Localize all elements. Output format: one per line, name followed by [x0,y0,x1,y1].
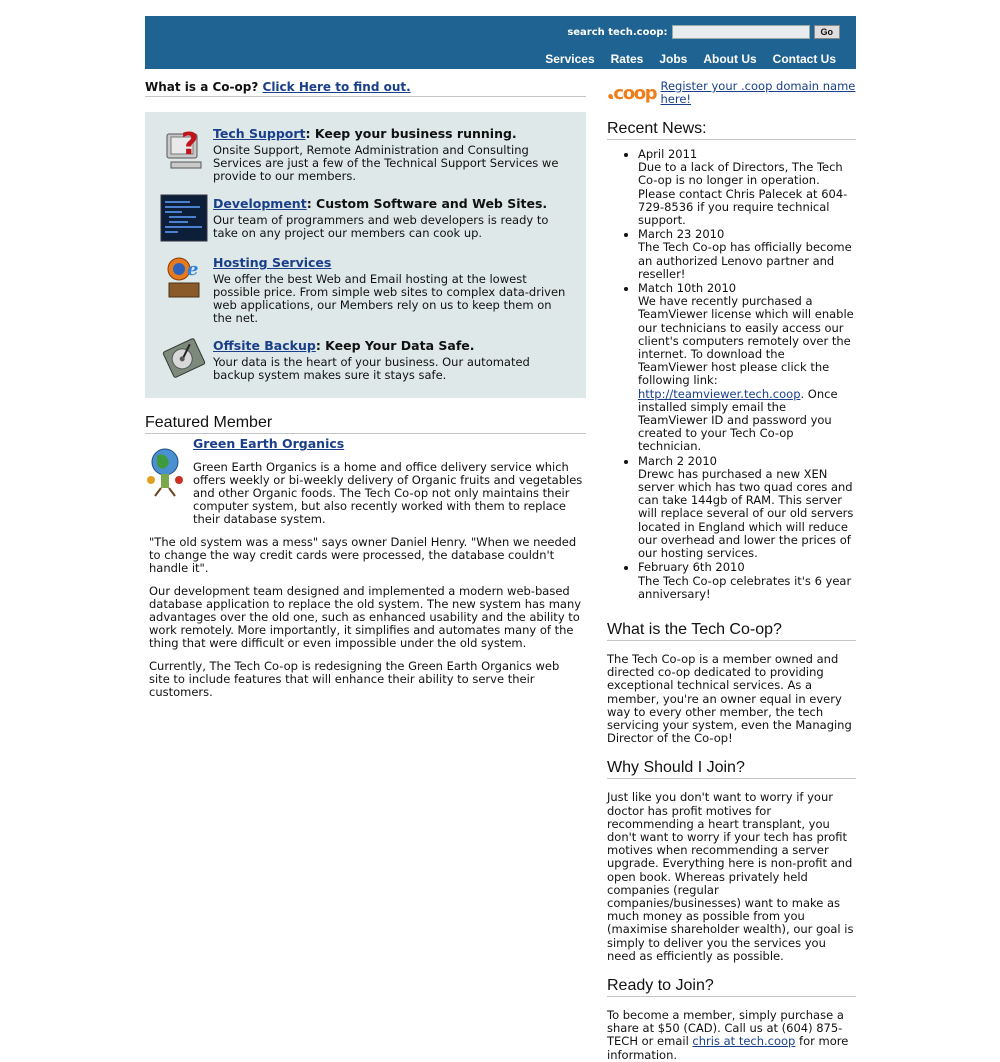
news-item [638,282,856,454]
featured-intro: Green Earth Organics is a home and office delivery service which offers weekly or bi-weekly delivery of Organic fruits and vegetables and other Organic foods. The Tech Co-op not only maintains their computer system, but also recently worked with them to replace their database system. [193,460,583,526]
featured-member-heading: Featured Member [145,414,586,434]
service-offsite-backup [159,336,574,384]
ready-text-after: for more information. [607,1034,849,1062]
recent-news-heading: Recent News: [607,120,856,140]
news-text: Drewc has purchased a new XEN server which has two quad cores and can take 144gb of RAM. This server will replace several of our old servers located in England which will reduce our overhead and lower the prices of our hosting services. [638,466,854,561]
news-date: • April 2011 [638,147,698,161]
svg-text:?: ? [181,127,199,162]
tech-support-text: Onsite Support, Remote Administration and Consulting Services are just a few of the Technical Support Services we provide to our members. [213,143,559,183]
news-text-body: We have recently purchased a TeamViewer license which will enable our technicians to easily access our client's computers remotely over the internet. To download the TeamViewer host please click the following link: [638,294,854,388]
tech-support-tagline: : Keep your business running. [305,126,517,141]
news-list [607,148,856,601]
coop-domain-promo [607,79,856,106]
featured-paragraph-3: Currently, The Tech Co-op is redesigning the Green Earth Organics web site to include features that will enhance their ability to serve their customers. [149,659,560,699]
site-header [145,16,856,69]
svg-text:e: e [187,259,199,280]
coop-logo-text: .coop [607,82,657,104]
earth-figure-icon [145,436,193,526]
featured-paragraph-1: "The old system was a mess" says owner Daniel Henry. "When we needed to change the way credit cards were processed, the database couldn't handle it". [149,535,577,575]
news-item [638,228,856,281]
search-label: search tech.coop: [567,26,668,38]
right-column [607,79,856,1062]
main-nav [545,52,836,66]
register-domain-link[interactable]: Register your .coop domain name here! [660,79,856,106]
news-text: Due to a lack of Directors, The Tech Co-op is no longer in operation. Please contact Chris Palecek at 604-729-8536 if you require technical support. [638,160,848,228]
nav-jobs[interactable]: Jobs [659,52,688,66]
nav-rates[interactable]: Rates [610,52,644,66]
ready-text-before: To become a member, simply purchase a share at $50 (CAD). Call us at (604) 875-TECH or email [607,1007,844,1049]
news-text [638,295,856,453]
why-join-text: Just like you don't want to worry if your doctor has profit motives for recommending a heart transplant, you don't want to worry if your tech has profit motives when recommending a server upgrade. Everything here is non-profit and open book. Whereas privately held companies (regular companies/businesses) want to make as much money as possible from you (maximise shareholder wealth), our goal is simply to deliver you the services you need as efficiently as possible. [607,790,854,963]
news-item [638,455,856,561]
whatis-link[interactable]: Click Here to find out. [262,80,411,94]
service-hosting [159,253,574,325]
development-text: Our team of programmers and web developers is ready to take on any project our members can cook up. [213,213,549,240]
whatis-question: What is a Co-op? [145,80,259,94]
search-input[interactable] [672,25,810,39]
nav-contact-us[interactable]: Contact Us [772,52,836,66]
ready-to-join-text [607,1009,856,1062]
offsite-backup-tagline: : Keep Your Data Safe. [315,338,475,353]
go-button[interactable]: Go [814,25,841,39]
what-is-tech-coop-heading: What is the Tech Co-op? [607,621,856,641]
service-tech-support [159,124,574,183]
nav-services[interactable]: Services [545,52,595,66]
development-tagline: : Custom Software and Web Sites. [306,196,548,211]
news-item [638,561,856,601]
question-computer-icon [159,124,209,172]
teamviewer-link[interactable]: http://teamviewer.tech.coop [638,386,801,401]
service-development [159,194,574,242]
green-earth-organics-link[interactable]: Green Earth Organics [193,436,345,451]
why-join-heading: Why Should I Join? [607,759,856,779]
search-form [567,25,840,39]
email-chris-link[interactable]: chris at tech.coop [692,1034,796,1049]
featured-paragraph-2: Our development team designed and implemented a modern web-based database application to replace the old system. The new system has many advantages over the old one, such as enhanced usability and the ability to work remotely. More importantly, it simplifies and automates many of the thing that were difficult or even impossible under the old system. [149,584,582,650]
development-link[interactable]: Development [213,196,307,211]
coop-logo [607,79,657,105]
news-date: • Match 10th 2010 [638,281,737,296]
ready-to-join-heading: Ready to Join? [607,977,856,997]
browser-globe-icon [159,253,209,301]
news-item [638,148,856,227]
news-date: • March 23 2010 [638,227,725,242]
offsite-backup-text: Your data is the heart of your business. Our automated backup system makes sure it stays safe. [213,355,530,382]
services-panel [145,112,586,398]
whatis-coop-bar [145,80,586,97]
news-text-after: . Once installed simply email the TeamViewer ID and password you created to your Tech Co-op technician. [638,386,838,454]
featured-member [145,436,586,526]
offsite-backup-link[interactable]: Offsite Backup [213,338,316,353]
left-column [145,80,586,699]
hosting-link[interactable]: Hosting Services [213,255,332,270]
what-is-tech-coop-text: The Tech Co-op is a member owned and directed co-op dedicated to providing exceptional technical services. As a member, you're an owner equal in every way to every other member, the tech servicing your system, even the Managing Director of the Co-op! [607,651,852,746]
news-text: The Tech Co-op celebrates it's 6 year anniversary! [638,573,852,601]
news-date: • February 6th 2010 [638,560,745,575]
hosting-text: We offer the best Web and Email hosting at the lowest possible price. From simple web sites to complex data-driven web applications, our Members rely on us to keep them on the net. [213,272,566,325]
news-date: • March 2 2010 [638,453,717,468]
terminal-screen-icon [159,194,209,242]
tech-support-link[interactable]: Tech Support [213,126,306,141]
news-text: The Tech Co-op has officially become an authorized Lenovo partner and reseller! [638,240,852,281]
nav-about-us[interactable]: About Us [703,52,757,66]
hard-drive-icon [159,336,209,384]
